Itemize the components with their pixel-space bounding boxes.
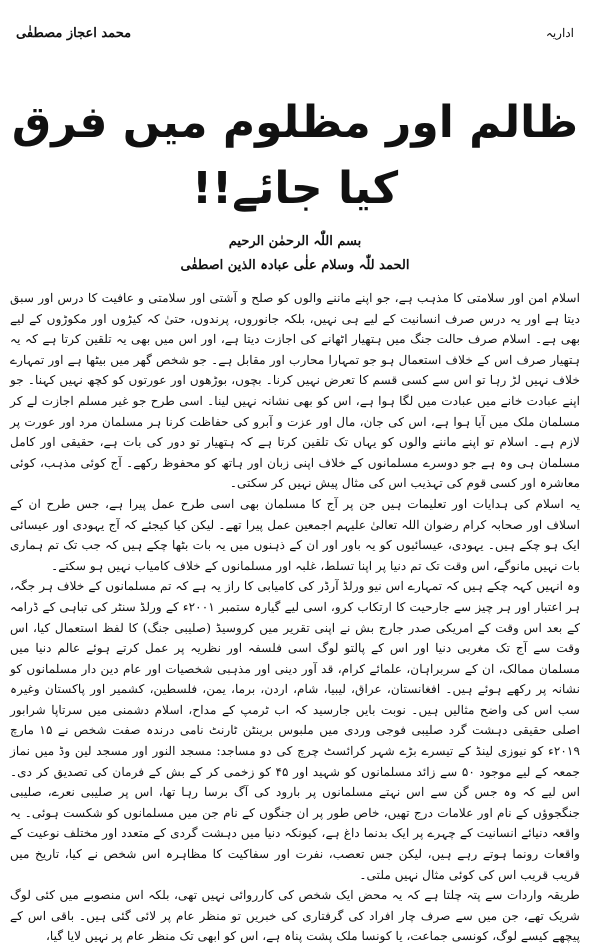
author-name: محمد اعجاز مصطفٰی — [16, 26, 132, 41]
paragraph: طریقہ واردات سے پتہ چلتا ہے کہ یہ محض ایک شخص کی کارروائی نہیں تھی، بلکہ اس منصوبے میں کئی لوگ شریک تھے، جن میں سے صرف چار افراد کی گرفتاری کی خبریں تو منظر عام پر لائی گئی ہیں۔ باقی اس کے پیچھے کیسے لوگ، کونسی جماعت، یا کونسا ملک پشت پناہ ہے، اس کو ابھی تک منظر عام پر نہیں لایا گیا، — [10, 888, 580, 944]
headline: ظالم اور مظلوم میں فرق کیا جائے!! — [11, 97, 579, 214]
paragraph: اسلام امن اور سلامتی کا مذہب ہے، جو اپنے ماننے والوں کو صلح و آشتی اور سلامتی و عافیت کا درس اور سبق دیتا ہے اور یہ درس صرف انسانیت کے لیے ہی نہیں، بلکہ جانوروں، پرندوں، حتیٰ کہ کیڑوں اور مکوڑوں کے لیے بھی ہے۔ اسلام صرف حالت جنگ میں ہتھیار اٹھانے کی اجازت دیتا ہے، اور اس میں بھی یہ تلقین کرتا ہے کہ یہ ہتھیار صرف اس کے خلاف استعمال ہو جو تمہارا محارب اور مقابل ہے۔ جو شخص گھر میں بیٹھا ہے اور تمہارے خلاف نہیں لڑ رہا تو اس سے کسی قسم کا تعرض نہیں کرنا۔ بچوں، بوڑھوں اور عورتوں کو کچھ نہیں کہنا۔ جو اپنے عبادت خانے میں عبادت میں لگا ہوا ہے، اس کو بھی نشانہ نہیں لینا۔ اسی طرح جو غیر مسلم اجازت لے کر مسلمان ملک میں آیا ہوا ہے، اس کی جان، مال اور عزت و آبرو کی حفاظت کرنا ہر مسلمان مرد اور عورت پر لازم ہے۔ اسلام تو اپنے ماننے والوں کو یہاں تک تلقین کرتا ہے کہ ہتھیار تو دور کی بات ہے، حقیقی اور کامل مسلمان ہی وہ ہے جو دوسرے مسلمانوں کے خلاف اپنی زبان اور ہاتھ کو محفوظ رکھے۔ آج کوئی مذہب، کوئی معاشرہ اور کسی قوم کی تہذیب اس کی مثال پیش نہیں کر سکتی۔ — [10, 291, 580, 491]
article-body — [10, 288, 580, 947]
section-label: اداریہ — [545, 26, 574, 40]
invocation: بسم اللّٰہ الرحمٰن الرحیم — [228, 234, 362, 249]
salutation: الحمد للّٰہ وسلام علٰی عبادہ الذین اصطفٰی — [180, 258, 410, 273]
paragraph: وہ انہیں کہہ چکے ہیں کہ تمہارے اس نیو ورلڈ آرڈر کی کامیابی کا راز یہ ہے کہ تم مسلمانوں کے خلاف ہر جگہ، ہر اعتبار اور ہر چیز سے جارحیت کا ارتکاب کرو، اسی لیے گیارہ ستمبر ۲۰۰۱ء کے ورلڈ سنٹر کی تباہی کے ڈرامہ کے بعد اس وقت کے امریکی صدر جارج بش نے اپنی تقریر میں کروسیڈ (صلیبی جنگ) کا لفظ استعمال کیا، اس وقت سے آج تک مغربی دنیا اور اس کے پالتو لوگ اسی فلسفہ اور نظریہ پر عمل کرتے ہوئے عالم دنیا میں مسلمان ممالک، ان کے سربراہان، علمائے کرام، قد آور دینی اور مذہبی شخصیات اور عام دین دار مسلمانوں کو نشانہ پر رکھے ہوئے ہیں۔ افغانستان، عراق، لیبیا، شام، اردن، برما، یمن، فلسطین، کشمیر اور پاکستان وغیرہ سب اس کی واضح مثالیں ہیں۔ نوبت بایں جارسید کہ اب ٹرمپ کے مداح، اسلام دشمنی میں سرتاپا شرابور اصلی حقیقی دہشت گرد صلیبی فوجی وردی میں ملبوس برینٹن ٹارنٹ نامی درندہ صفت شخص نے ۱۵ مارچ ۲۰۱۹ء کو نیوزی لینڈ کے تیسرے بڑے شہر کرائسٹ چرچ کی دو مساجد: مسجد النور اور مسجد لین وڈ میں نماز جمعہ کے لیے موجود ۵۰ سے زائد مسلمانوں کو شہید اور ۴۵ کو زخمی کر کے بش کے فرمان کی تصدیق کر دی۔ اس لیے کہ وہ جس گن سے اس نہتے مسلمانوں پر بارود کی آگ برسا رہا تھا، اس پر صلیبی نعرے، صلیبی جنگجوؤں کے نام اور علامات درج تھیں، خاص طور پر ان جنگوں کے نام جن میں مسلمانوں کو شکست ہوئی۔ یہ واقعہ دنیائے انسانیت کے چہرے پر ایک بدنما داغ ہے، کیونکہ دنیا میں دہشت گردی کے متعدد اور مختلف نوعیت کے واقعات رونما ہوتے رہے ہیں، لیکن جس تعصب، نفرت اور سفاکیت کا مظاہرہ اس شخص نے کیا، تاریخ میں قریب قریب اس کی کوئی مثال نہیں ملتی۔ — [10, 579, 581, 882]
page-header — [10, 8, 580, 50]
paragraph: یہ اسلام کی ہدایات اور تعلیمات ہیں جن پر آج کا مسلمان بھی اسی طرح عمل پیرا ہے، جس طرح ان کے اسلاف اور صحابہ کرام رضوان اللہ تعالیٰ علیہم اجمعین عمل پیرا تھے۔ لیکن کیا کیجئے کہ آج یہودی اور عیسائی ایک ہو چکے ہیں۔ یہودی، عیسائیوں کو یہ باور اور ان کے ذہنوں میں یہ بات بٹھا چکے ہیں کہ جب تک تم ہماری بات نہیں مانوگے، اس وقت تک تم دنیا پر اپنا تسلط، غلبہ اور مسلمانوں کے خلاف کامیاب نہیں ہو سکتے۔ — [10, 496, 580, 573]
